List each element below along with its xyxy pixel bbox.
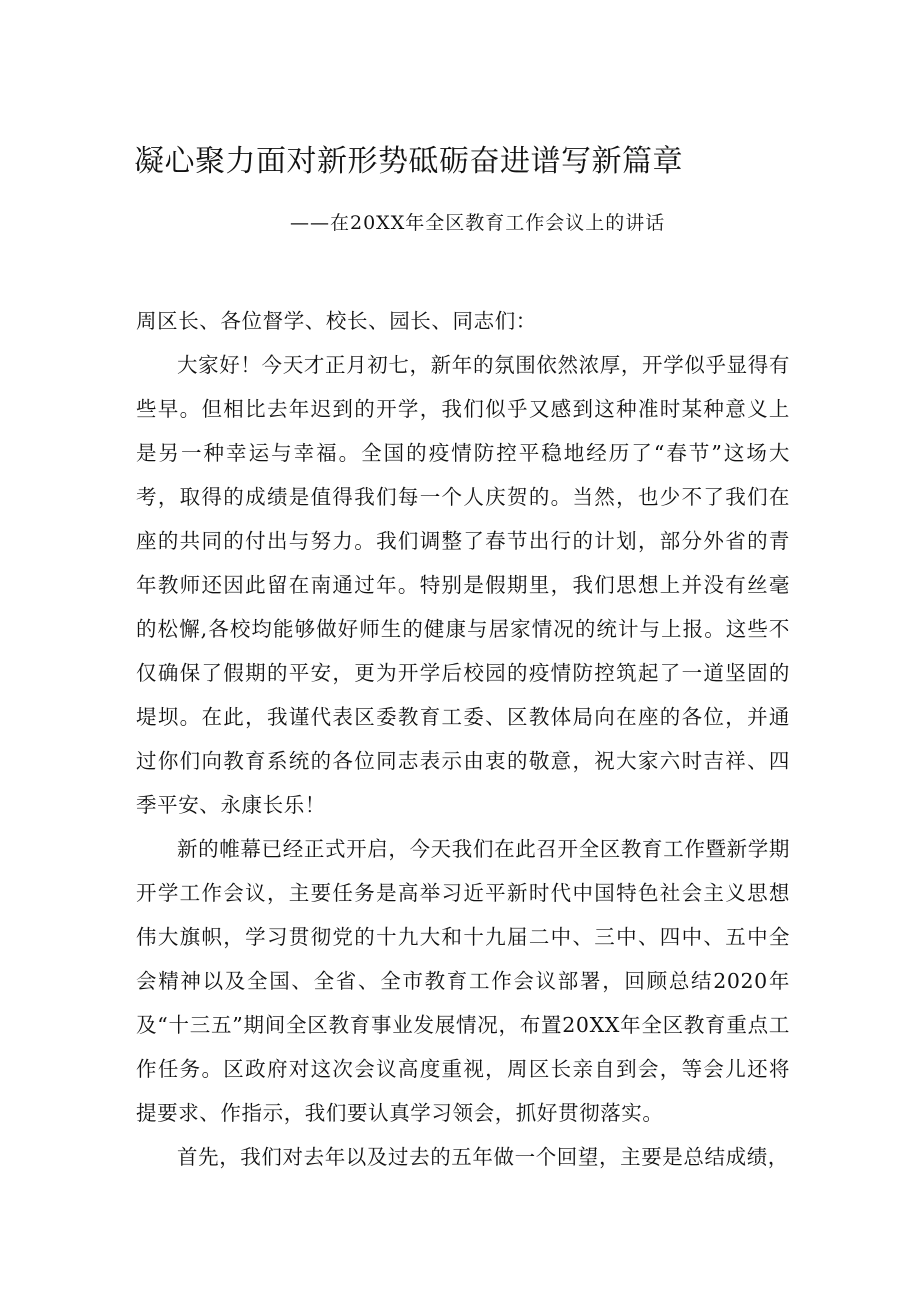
paragraph-meeting-purpose: 新的帷幕已经正式开启，今天我们在此召开全区教育工作暨新学期开学工作会议，主要任务是高举习近平新时代中国特色社会主义思想伟大旗帜，学习贯彻党的十九大和十九届二中、三中、四中、五中全会精神以及全国、全省、全市教育工作会议部署，回顾总结2020年及“十三五”期间全区教育事业发展情况，布置20XX年全区教育重点工作任务。区政府对这次会议高度重视，周区长亲自到会，等会儿还将提要求、作指示，我们要认真学习领会，抓好贯彻落实。 <box>136 837 790 1125</box>
paragraph-greeting: 大家好！今天才正月初七，新年的氛围依然浓厚，开学似乎显得有些早。但相比去年迟到的开学，我们似乎又感到这种准时某种意义上是另一种幸运与幸福。全国的疫情防控平稳地经历了“春节”这场大考，取得的成绩是值得我们每一个人庆贺的。当然，也少不了我们在座的共同的付出与努力。我们调整了春节出行的计划，部分外省的青年教师还因此留在南通过年。特别是假期里，我们思想上并没有丝毫的松懈,各校均能够做好师生的健康与居家情况的统计与上报。这些不仅确保了假期的平安，更为开学后校园的疫情防控筑起了一道坚固的堤坝。在此，我谨代表区委教育工委、区教体局向在座的各位，并通过你们向教育系统的各位同志表示由衷的敬意，祝大家六时吉祥、四季平安、永康长乐！ <box>136 353 790 817</box>
document-title: 凝心聚力面对新形势砥砺奋进谱写新篇章 <box>134 144 683 179</box>
document-subtitle: ——在20XX年全区教育工作会议上的讲话 <box>290 212 666 234</box>
paragraph-review-intro: 首先，我们对去年以及过去的五年做一个回望，主要是总结成绩， <box>177 1145 789 1169</box>
document-body <box>136 299 790 1179</box>
salutation: 周区长、各位督学、校长、园长、同志们： <box>136 309 537 333</box>
